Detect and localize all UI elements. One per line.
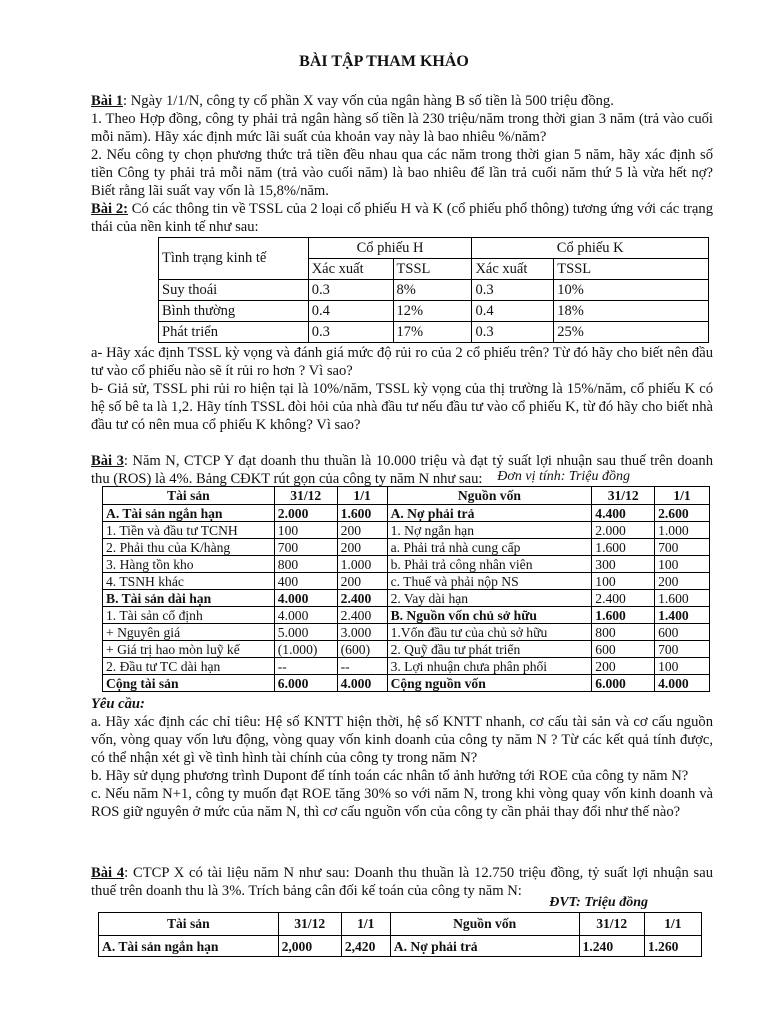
table-cell: 8% xyxy=(393,280,472,301)
header-k-return: TSSL xyxy=(554,259,709,280)
table-cell: 2.000 xyxy=(274,505,337,522)
table-cell: -- xyxy=(337,658,387,675)
table-row xyxy=(159,301,709,322)
balance-sheet-table xyxy=(102,486,710,692)
table-cell: 2. Quỹ đầu tư phát triển xyxy=(387,641,592,658)
table-cell: 10% xyxy=(554,280,709,301)
unit-label-2: ĐVT: Triệu đồng xyxy=(549,895,648,910)
table-cell: 0.4 xyxy=(308,301,393,322)
header-date-start: 1/1 xyxy=(337,487,387,505)
table-row xyxy=(103,573,710,590)
table-cell: 300 xyxy=(592,556,655,573)
header-sources: Nguồn vốn xyxy=(390,913,579,936)
exercise-1-q2: 2. Nếu công ty chọn phương thức trả tiền đều nhau qua các năm trong thời gian 5 năm, hãy xác định số tiền Công ty phải trả mỗi năm (trả vào cuối năm) là bao nhiêu để lần trả cuối năm thứ 5 là vừa hết nợ? Biết rằng lãi suất vay vốn là 15,8%/năm. xyxy=(91,147,713,199)
header-stock-h: Cổ phiếu H xyxy=(308,238,472,259)
table-cell: 1. Nợ ngắn hạn xyxy=(387,522,592,539)
table-row xyxy=(103,556,710,573)
table-cell: 1.600 xyxy=(592,539,655,556)
header-date-start: 1/1 xyxy=(341,913,390,936)
header-assets: Tài sản xyxy=(103,487,275,505)
table-total-row xyxy=(103,675,710,692)
table-cell: 2.000 xyxy=(592,522,655,539)
table-cell: 2.400 xyxy=(592,590,655,607)
table-cell: 200 xyxy=(337,522,387,539)
table-cell: Suy thoái xyxy=(159,280,309,301)
header-h-return: TSSL xyxy=(393,259,472,280)
table-cell: B. Nguồn vốn chủ sở hữu xyxy=(387,607,592,624)
table-cell: 0.3 xyxy=(308,322,393,343)
table-cell: 6.000 xyxy=(592,675,655,692)
table-cell: 12% xyxy=(393,301,472,322)
table-cell: b. Phải trả công nhân viên xyxy=(387,556,592,573)
header-k-probability: Xác xuất xyxy=(472,259,554,280)
exercise-2-qb: b- Giả sử, TSSL phi rủi ro hiện tại là 10%/năm, TSSL kỳ vọng của thị trường là 15%/năm, cổ phiếu K có hệ số bê ta là 1,2. Hãy tính TSSL đòi hỏi của nhà đầu tư nếu đầu tư vào cổ phiếu K, từ đó hãy cho biết nhà đầu tư có nên mua cổ phiếu K không? Vì sao? xyxy=(91,381,713,433)
table-cell: 0.4 xyxy=(472,301,554,322)
table-cell: 1.240 xyxy=(579,936,644,957)
exercise-3-qc: c. Nếu năm N+1, công ty muốn đạt ROE tăng 30% so với năm N, trong khi vòng quay vốn kinh doanh và ROS giữ nguyên ở mức của năm N, thì cơ cấu nguồn vốn của công ty cần phải thay đổi như thế nào? xyxy=(91,786,713,820)
header-date-end: 31/12 xyxy=(274,487,337,505)
unit-label: Đơn vị tính: Triệu đồng xyxy=(497,469,630,484)
table-cell: 18% xyxy=(554,301,709,322)
table-row xyxy=(159,280,709,301)
table-cell: 600 xyxy=(592,641,655,658)
table-cell: (600) xyxy=(337,641,387,658)
table-cell: 800 xyxy=(274,556,337,573)
requirements-heading: Yêu cầu: xyxy=(91,696,145,712)
header-assets: Tài sản xyxy=(99,913,279,936)
table-cell: A. Tài sản ngắn hạn xyxy=(99,936,279,957)
table-cell: 700 xyxy=(274,539,337,556)
table-header-row xyxy=(99,913,702,936)
header-date-end: 31/12 xyxy=(592,487,655,505)
header-economic-state: Tình trạng kinh tế xyxy=(159,238,309,280)
table-cell: 700 xyxy=(655,641,710,658)
table-cell: (1.000) xyxy=(274,641,337,658)
table-cell: 200 xyxy=(592,658,655,675)
exercise-2-text: Có các thông tin về TSSL của 2 loại cổ phiếu H và K (cổ phiếu phổ thông) tương ứng với các trạng thái của nền kinh tế như sau: xyxy=(91,201,713,235)
table-row xyxy=(103,624,710,641)
table-row xyxy=(103,607,710,624)
exercise-3-requirements xyxy=(91,695,713,821)
table-cell: 1.000 xyxy=(655,522,710,539)
header-h-probability: Xác xuất xyxy=(308,259,393,280)
table-cell: 2.600 xyxy=(655,505,710,522)
table-cell: 2. Đầu tư TC dài hạn xyxy=(103,658,275,675)
table-cell: 4. TSNH khác xyxy=(103,573,275,590)
table-cell: 4.000 xyxy=(655,675,710,692)
exercise-3-label: Bài 3 xyxy=(91,453,124,469)
exercise-2-label: Bài 2: xyxy=(91,201,128,217)
stock-return-table xyxy=(158,237,709,343)
table-cell: 700 xyxy=(655,539,710,556)
exercise-2-questions xyxy=(91,344,713,434)
table-cell: 3. Hàng tồn kho xyxy=(103,556,275,573)
table-cell: 1.000 xyxy=(337,556,387,573)
header-sources: Nguồn vốn xyxy=(387,487,592,505)
table-cell: Bình thường xyxy=(159,301,309,322)
balance-sheet-table-2 xyxy=(98,912,702,957)
table-cell: 4.400 xyxy=(592,505,655,522)
table-cell: Phát triển xyxy=(159,322,309,343)
header-date-end: 31/12 xyxy=(579,913,644,936)
table-cell: 2.400 xyxy=(337,607,387,624)
table-cell: 1.600 xyxy=(655,590,710,607)
page-title: BÀI TẬP THAM KHẢO xyxy=(299,53,469,70)
exercise-3-qb: b. Hãy sử dụng phương trình Dupont để tính toán các nhân tố ảnh hưởng tới ROE của công ty năm N? xyxy=(91,768,689,784)
header-date-end: 31/12 xyxy=(278,913,341,936)
header-date-start: 1/1 xyxy=(655,487,710,505)
table-cell: 0.3 xyxy=(308,280,393,301)
table-cell: Cộng tài sản xyxy=(103,675,275,692)
table-cell: c. Thuế và phải nộp NS xyxy=(387,573,592,590)
exercise-1-q1: 1. Theo Hợp đồng, công ty phải trả ngân hàng số tiền là 230 triệu/năm trong thời gian 3 năm (trả vào cuối mỗi năm). Hãy xác định mức lãi suất của khoản vay này là bao nhiêu %/năm? xyxy=(91,111,713,145)
table-cell: 0.3 xyxy=(472,322,554,343)
table-row xyxy=(103,590,710,607)
table-cell: 25% xyxy=(554,322,709,343)
header-date-start: 1/1 xyxy=(644,913,701,936)
table-cell: 4.000 xyxy=(274,590,337,607)
table-cell: A. Nợ phải trả xyxy=(390,936,579,957)
table-cell: 1. Tài sản cố định xyxy=(103,607,275,624)
table-row xyxy=(103,522,710,539)
table-cell: 2,000 xyxy=(278,936,341,957)
table-cell: 1.400 xyxy=(655,607,710,624)
exercise-1-intro: : Ngày 1/1/N, công ty cổ phần X vay vốn của ngân hàng B số tiền là 500 triệu đồng. xyxy=(123,93,614,109)
table-cell: 0.3 xyxy=(472,280,554,301)
table-cell: 4.000 xyxy=(274,607,337,624)
table-cell: A. Nợ phải trả xyxy=(387,505,592,522)
exercise-4-text: : CTCP X có tài liệu năm N như sau: Doanh thu thuần là 12.750 triệu đồng, tỷ suất lợi nhuận sau thuế trên doanh thu là 3%. Trích bảng cân đối kế toán của công ty năm N: xyxy=(91,865,714,899)
table-cell: 200 xyxy=(655,573,710,590)
exercise-4-label: Bài 4 xyxy=(91,865,125,881)
table-cell: 100 xyxy=(274,522,337,539)
table-row xyxy=(103,641,710,658)
table-cell: + Giá trị hao mòn luỹ kế xyxy=(103,641,275,658)
table-cell: 600 xyxy=(655,624,710,641)
table-cell: -- xyxy=(274,658,337,675)
table-cell: 3.000 xyxy=(337,624,387,641)
table-cell: 17% xyxy=(393,322,472,343)
table-header-row xyxy=(103,487,710,505)
table-cell: 2. Phải thu của K/hàng xyxy=(103,539,275,556)
exercise-1 xyxy=(91,92,713,200)
table-cell: 4.000 xyxy=(337,675,387,692)
table-cell: 2.400 xyxy=(337,590,387,607)
exercise-2-qa: a- Hãy xác định TSSL kỳ vọng và đánh giá mức độ rủi ro của 2 cổ phiếu trên? Từ đó hãy cho biết nên đầu tư vào cổ phiếu nào sẽ ít rủi ro hơn ? Vì sao? xyxy=(91,345,713,379)
table-cell: 5.000 xyxy=(274,624,337,641)
table-cell: 100 xyxy=(655,658,710,675)
exercise-3-qa: a. Hãy xác định các chỉ tiêu: Hệ số KNTT hiện thời, hệ số KNTT nhanh, cơ cấu tài sản và cơ cấu nguồn vốn, vòng quay vốn lưu động, vòng quay vốn kinh doanh của công ty năm N ? Từ các kết quả tính được, có thể nhận xét gì về tình hình tài chính của công ty trong năm N? xyxy=(91,714,713,766)
table-cell: + Nguyên giá xyxy=(103,624,275,641)
table-cell: 200 xyxy=(337,573,387,590)
header-stock-k: Cổ phiếu K xyxy=(472,238,709,259)
table-row xyxy=(103,539,710,556)
table-row xyxy=(99,936,702,957)
table-cell: 1.600 xyxy=(337,505,387,522)
exercise-1-label: Bài 1 xyxy=(91,93,124,109)
table-cell: 1. Tiền và đầu tư TCNH xyxy=(103,522,275,539)
table-cell: 1.Vốn đầu tư của chủ sở hữu xyxy=(387,624,592,641)
table-cell: 100 xyxy=(592,573,655,590)
table-cell: Cộng nguồn vốn xyxy=(387,675,592,692)
table-cell: 2. Vay dài hạn xyxy=(387,590,592,607)
exercise-3-text: : Năm N, CTCP Y đạt doanh thu thuần là 10.000 triệu và đạt tỷ suất lợi nhuận sau thuế trên doanh thu (ROS) là 4%. Bảng CĐKT rút gọn của công ty năm N như sau: xyxy=(91,453,714,487)
table-cell: 3. Lợi nhuận chưa phân phối xyxy=(387,658,592,675)
table-cell: A. Tài sản ngắn hạn xyxy=(103,505,275,522)
table-row xyxy=(103,658,710,675)
table-row xyxy=(103,505,710,522)
table-cell: 1.260 xyxy=(644,936,701,957)
table-cell: 100 xyxy=(655,556,710,573)
table-row xyxy=(159,322,709,343)
exercise-2-intro xyxy=(91,200,713,236)
table-cell: a. Phải trả nhà cung cấp xyxy=(387,539,592,556)
table-cell: 2,420 xyxy=(341,936,390,957)
table-cell: 400 xyxy=(274,573,337,590)
table-cell: 200 xyxy=(337,539,387,556)
table-cell: 800 xyxy=(592,624,655,641)
table-cell: B. Tài sản dài hạn xyxy=(103,590,275,607)
table-cell: 1.600 xyxy=(592,607,655,624)
table-cell: 6.000 xyxy=(274,675,337,692)
